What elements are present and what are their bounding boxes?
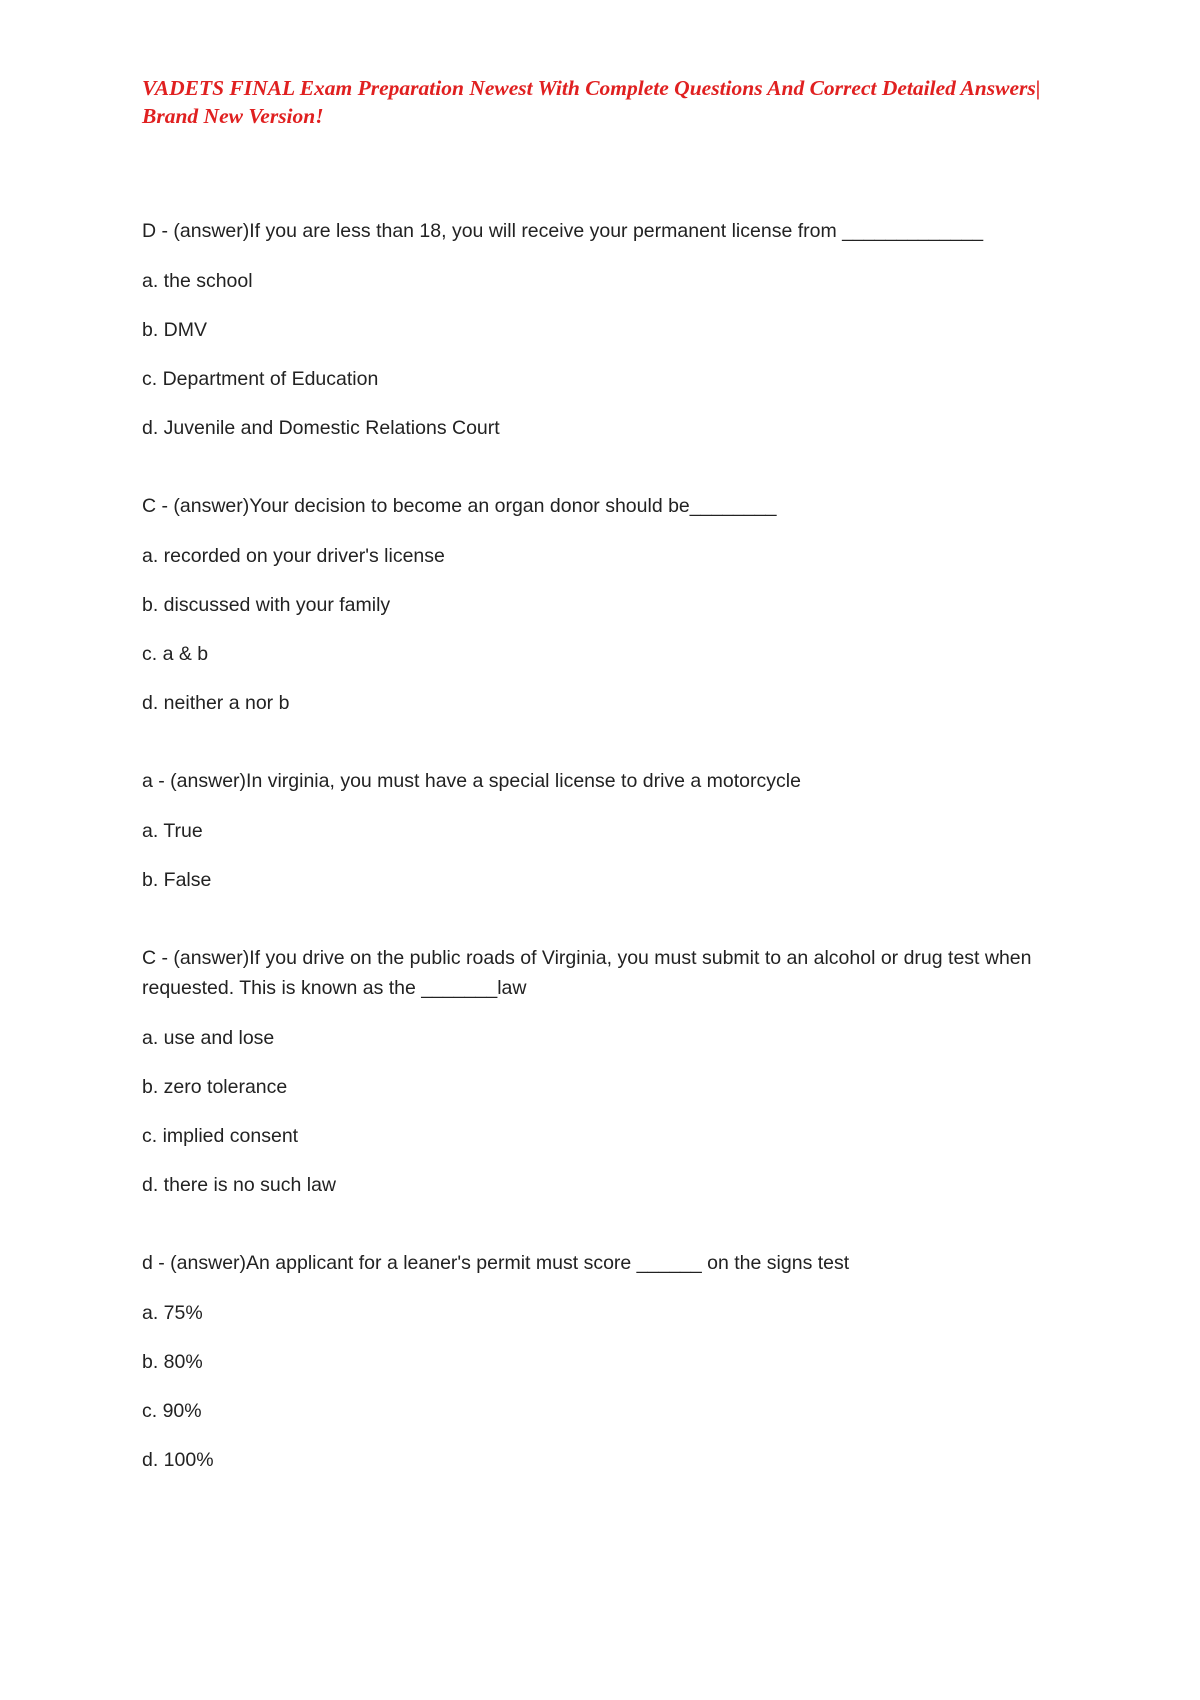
answer-option: c. a & b	[142, 643, 209, 665]
answer-option: c. 90%	[142, 1400, 202, 1422]
question-text: C - (answer)Your decision to become an organ donor should be________	[142, 495, 777, 517]
question-list	[142, 216, 1082, 1523]
question-block	[142, 491, 1082, 718]
answer-option: b. DMV	[142, 319, 208, 341]
question-block	[142, 1248, 1082, 1475]
answer-option: d. neither a nor b	[142, 692, 290, 714]
question-block	[142, 766, 1082, 895]
answer-option: c. Department of Education	[142, 368, 379, 390]
question-text: a - (answer)In virginia, you must have a special license to drive a motorcycle	[142, 770, 801, 792]
question-block	[142, 216, 1082, 443]
answer-option: b. discussed with your family	[142, 594, 391, 616]
question-text: d - (answer)An applicant for a leaner's permit must score ______ on the signs test	[142, 1252, 850, 1274]
answer-option: a. use and lose	[142, 1027, 275, 1049]
answer-option: c. implied consent	[142, 1125, 299, 1147]
answer-option: b. False	[142, 869, 212, 891]
question-text: C - (answer)If you drive on the public roads of Virginia, you must submit to an alcohol or drug test when requested. This is known as the _______law	[142, 947, 1032, 999]
answer-option: b. zero tolerance	[142, 1076, 288, 1098]
answer-option: d. 100%	[142, 1449, 214, 1471]
answer-option: a. 75%	[142, 1302, 203, 1324]
question-block	[142, 943, 1082, 1200]
answer-option: a. recorded on your driver's license	[142, 545, 445, 567]
answer-option: a. the school	[142, 270, 253, 292]
document-title: VADETS FINAL Exam Preparation Newest With Complete Questions And Correct Detailed Answers| Brand New Version!	[142, 76, 1041, 128]
answer-option: b. 80%	[142, 1351, 203, 1373]
answer-option: a. True	[142, 820, 203, 842]
question-text: D - (answer)If you are less than 18, you will receive your permanent license from _____________	[142, 220, 984, 242]
answer-option: d. Juvenile and Domestic Relations Court	[142, 417, 500, 439]
answer-option: d. there is no such law	[142, 1174, 337, 1196]
